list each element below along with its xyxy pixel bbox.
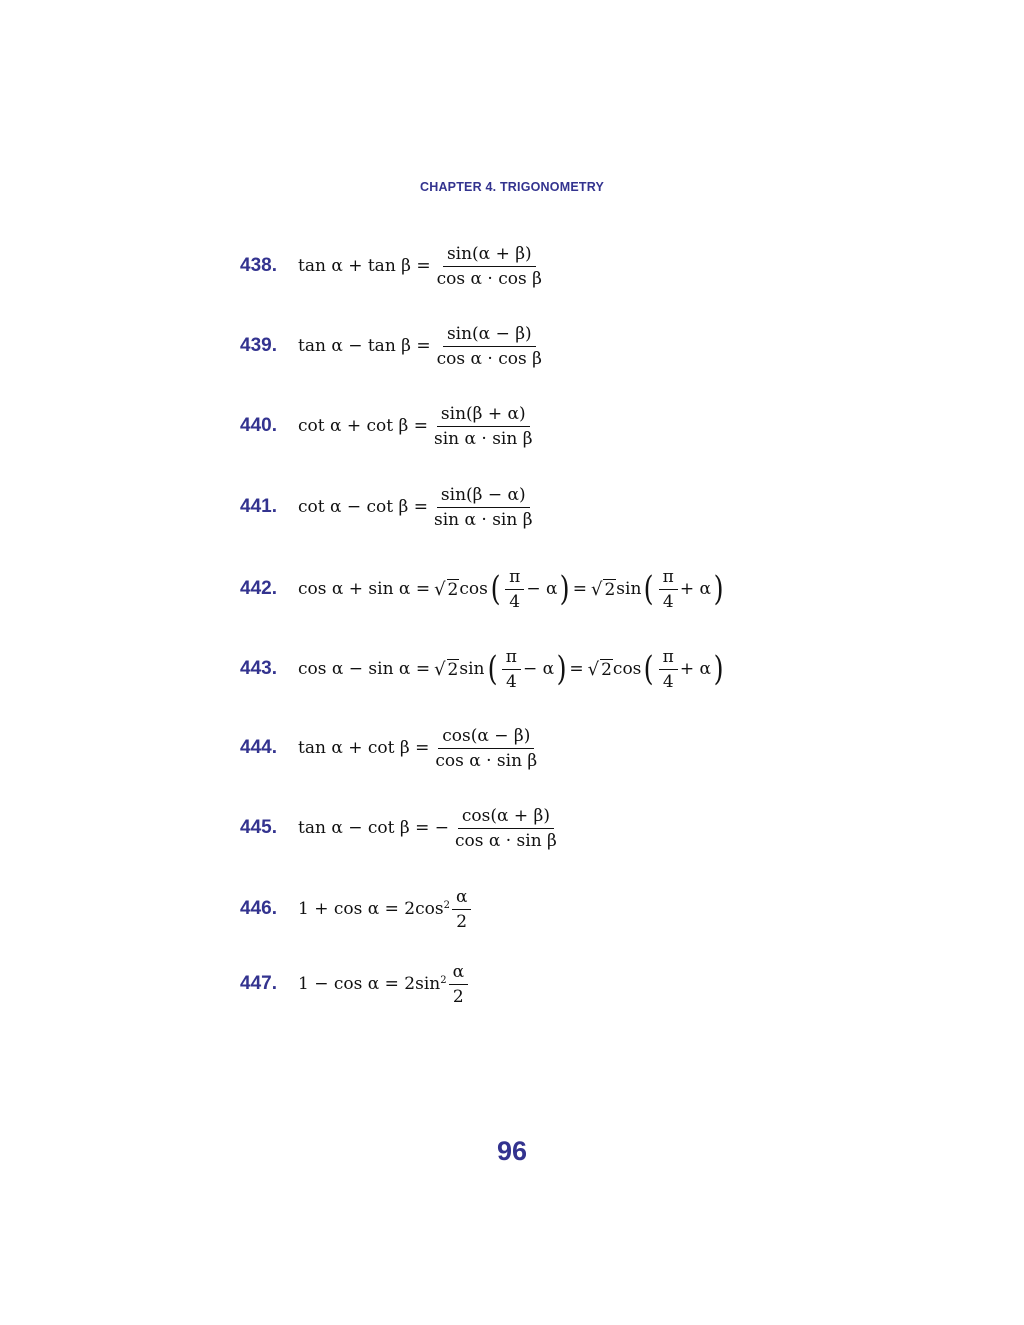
numerator: cos(α − β) <box>438 726 534 749</box>
denominator: 2 <box>456 911 468 932</box>
denominator: 4 <box>509 591 521 612</box>
chapter-header: CHAPTER 4. TRIGONOMETRY <box>419 180 604 194</box>
equals-sign: = <box>572 579 587 599</box>
fraction <box>659 567 678 612</box>
numerator: π <box>659 647 678 670</box>
denominator: sin α · sin β <box>434 509 533 530</box>
formula-number: 438. <box>240 255 277 276</box>
formula-expression <box>298 404 539 449</box>
formula-expression <box>298 962 470 1007</box>
sqrt-icon: √ <box>587 658 600 680</box>
formula-number: 444. <box>240 737 277 758</box>
formula-lhs: cos α − sin α = <box>298 659 431 679</box>
formula-440 <box>240 398 539 454</box>
operator-term: − α <box>522 659 555 679</box>
formula-lhs: cot α + cot β = <box>298 416 428 436</box>
formula-number: 446. <box>240 898 277 919</box>
numerator: π <box>659 567 678 590</box>
formula-number: 440. <box>240 415 277 436</box>
right-paren-icon: ) <box>713 649 724 689</box>
formula-446 <box>240 881 473 937</box>
formula-lhs: tan α − cot β = − <box>298 818 449 838</box>
formula-number: 441. <box>240 496 277 517</box>
formula-expression <box>298 567 726 612</box>
numerator: cos(α + β) <box>458 806 554 829</box>
page-number: 96 <box>496 1136 528 1166</box>
fraction <box>502 647 521 692</box>
left-paren-icon: ( <box>487 649 498 689</box>
function-name: sin <box>459 659 485 679</box>
function-name: cos <box>459 579 488 599</box>
operator-term: + α <box>679 659 711 679</box>
left-paren-icon: ( <box>644 649 655 689</box>
fraction <box>505 567 524 612</box>
operator-term: − α <box>526 579 558 599</box>
formula-number: 439. <box>240 335 277 356</box>
operator-term: + α <box>679 579 711 599</box>
fraction <box>452 887 471 932</box>
formula-lhs: 1 − cos α = 2sin <box>298 974 441 994</box>
denominator: 2 <box>452 986 464 1007</box>
exponent: 2 <box>443 899 450 911</box>
left-paren-icon: ( <box>644 569 655 609</box>
sqrt-icon: √ <box>590 578 603 600</box>
formula-445 <box>240 800 563 856</box>
right-paren-icon: ) <box>560 569 571 609</box>
fraction <box>659 647 678 692</box>
formula-expression <box>298 806 563 851</box>
formula-447 <box>240 956 470 1012</box>
denominator: cos α · cos β <box>436 348 542 369</box>
denominator: cos α · sin β <box>454 830 557 851</box>
formula-lhs: tan α + tan β = <box>298 256 431 276</box>
formula-expression <box>298 887 473 932</box>
denominator: 4 <box>662 591 674 612</box>
formula-441 <box>240 479 539 535</box>
right-paren-icon: ) <box>556 649 567 689</box>
numerator: α <box>452 887 471 910</box>
formula-expression <box>298 324 548 369</box>
radicand: 2 <box>604 579 616 600</box>
denominator: 4 <box>662 671 674 692</box>
formula-lhs: cos α + sin α = <box>298 579 431 599</box>
denominator: 4 <box>505 671 517 692</box>
formula-expression <box>298 647 726 692</box>
formula-number: 443. <box>240 658 277 679</box>
formula-439 <box>240 318 548 374</box>
right-paren-icon: ) <box>713 569 724 609</box>
numerator: sin(β + α) <box>437 404 530 427</box>
formula-number: 447. <box>240 973 277 994</box>
formula-number: 442. <box>240 578 277 599</box>
numerator: π <box>502 647 521 670</box>
equals-sign: = <box>569 659 584 679</box>
formula-expression <box>298 726 543 771</box>
fraction <box>431 726 541 771</box>
exponent: 2 <box>440 974 447 986</box>
formula-lhs: 1 + cos α = 2cos <box>298 899 444 919</box>
formula-442 <box>240 561 726 617</box>
fraction <box>449 962 468 1007</box>
fraction <box>433 244 546 289</box>
numerator: α <box>449 962 468 985</box>
left-paren-icon: ( <box>490 569 501 609</box>
denominator: cos α · cos β <box>436 268 542 289</box>
fraction <box>451 806 561 851</box>
formula-expression <box>298 244 548 289</box>
radicand: 2 <box>447 659 459 680</box>
formula-438 <box>240 238 548 294</box>
formula-lhs: tan α − tan β = <box>298 336 431 356</box>
formula-lhs: cot α − cot β = <box>298 497 428 517</box>
radicand: 2 <box>601 659 612 680</box>
fraction <box>430 404 537 449</box>
denominator: cos α · sin β <box>435 750 538 771</box>
radicand: 2 <box>447 579 459 600</box>
numerator: sin(β − α) <box>437 485 530 508</box>
function-name: sin <box>616 579 642 599</box>
formula-lhs: tan α + cot β = <box>298 738 430 758</box>
sqrt-icon: √ <box>434 658 446 680</box>
formula-number: 445. <box>240 817 277 838</box>
formula-444 <box>240 720 543 776</box>
numerator: sin(α − β) <box>443 324 536 347</box>
formula-expression <box>298 485 539 530</box>
fraction <box>433 324 546 369</box>
numerator: sin(α + β) <box>443 244 536 267</box>
function-name: cos <box>612 659 642 679</box>
fraction <box>430 485 537 530</box>
sqrt-icon: √ <box>434 578 446 600</box>
numerator: π <box>505 567 524 590</box>
formula-443 <box>240 641 726 697</box>
denominator: sin α · sin β <box>434 428 533 449</box>
